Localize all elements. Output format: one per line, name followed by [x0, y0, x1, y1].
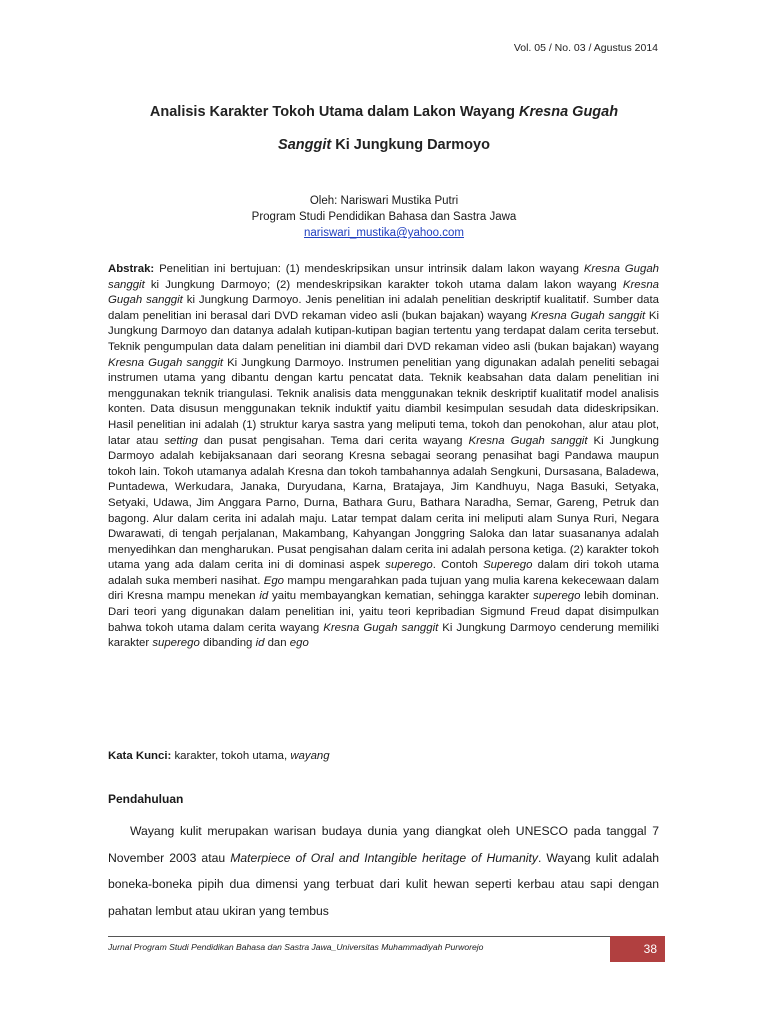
section-heading: Pendahuluan [108, 792, 184, 806]
abstract-text-segment: dibanding [199, 637, 256, 650]
keywords-italic: wayang [290, 750, 330, 762]
abstract-text-segment: superego [532, 590, 581, 603]
footer-divider [108, 936, 610, 937]
title-line-2-italic: Sanggit [278, 137, 332, 153]
abstract-text-segment: ki Jungkung Darmoyo; (2) mendeskripsikan karakter tokoh utama dalam lakon wayang [144, 278, 623, 291]
abstract-text-segment: dalam diri tokoh utama adalah suka memberi nasihat. [108, 559, 659, 587]
abstract-text-segment: yaitu membayangkan kematian, sehingga karakter [268, 590, 533, 603]
intro-text-segment: . Wayang kulit adalah boneka-boneka pipih dua dimensi yang terbuat dari kulit hewan seperti kerbau atau sapi dengan pahatan lembut atau ukiran yang tembus [108, 850, 660, 918]
abstract-text-segment: Ki Jungkung Darmoyo. Instrumen penelitian yang digunakan adalah peneliti sebagai instrumen utama yang dibantu dengan kartu pencatat data. Teknik keabsahan data dalam penelitian ini menggunakan teknik triangulasi. Teknik analisis data menggunakan teknik deskriptif kualitatif model analisis konten. Data disusun menggunakan teknik induktif yaitu diambil kesimpulan sesudah data dideskripsikan. Hasil penelitian ini adalah (1) struktur karya sastra yang meliputi tema, tokoh dan penokohan, alur atau plot, latar atau [108, 356, 659, 447]
footer-journal: Jurnal Program Studi Pendidikan Bahasa dan Sastra Jawa_Universitas Muhammadiyah Purworejo [108, 942, 484, 952]
abstract-text-segment: Kresna Gugah sanggit [323, 621, 439, 634]
abstract-text-segment: Kresna Gugah sanggit [468, 434, 588, 447]
abstract-text-segment: setting [164, 434, 198, 447]
abstract [108, 262, 659, 652]
abstract-text-segment: dan pusat pengisahan. Tema dari cerita wayang [197, 434, 469, 447]
author-email-line [108, 227, 660, 239]
author-name: Oleh: Nariswari Mustika Putri [309, 195, 459, 207]
title-line-2 [108, 137, 660, 153]
abstract-text-segment: Ego [263, 574, 285, 587]
abstract-text-segment: id [255, 637, 265, 650]
abstract-text-segment: Kresna Gugah sanggit [108, 263, 659, 291]
abstract-text-segment: Ki Jungkung Darmoyo dan datanya adalah kutipan-kutipan bagian tertentu yang terdapat dalam cerita tersebut. Teknik pengumpulan data dalam penelitian ini diambil dari DVD rekaman video asli (bukan bajakan) wayang [108, 309, 659, 353]
abstract-label: Abstrak: [108, 263, 155, 275]
title-line-1-italic: Kresna Gugah [518, 104, 619, 120]
abstract-text-segment: mampu mengarahkan pada tujuan yang mulia karena kekecewaan dalam diri Kresna mampu menekan [108, 574, 659, 603]
abstract-text-segment: . Contoh [432, 559, 484, 572]
abstract-text-segment: ki Jungkung Darmoyo. Jenis penelitian ini adalah penelitian deskriptif kualitatif. Sumber data dalam penelitian ini berasal dari DVD rekaman video asli (bukan bajakan) wayang [108, 294, 659, 322]
abstract-text-segment: Ki Jungkung Darmoyo cenderung memiliki karakter [108, 621, 659, 650]
abstract-text-segment: Ki Jungkung Darmoyo adalah kebijaksanaan dari seorang Kresna sebagai seorang penasihat bagi Pandawa maupun tokoh lain. Tokoh utamanya adalah Kresna dan tokoh tambahannya adalah Sengkuni, Dursasana, Baladewa, Puntadewa, Werkudara, Janaka, Duryudana, Karna, Bratajaya, Jim Kandhuyu, Naga Basuki, Setyaka, Setyaki, Udawa, Jim Anggara Parno, Durna, Bathara Guru, Bathara Naradha, Semar, Gareng, Petruk dan bagong. Alur dalam cerita ini adalah maju. Latar tempat dalam cerita ini meliputi alam Sunya Ruri, Negara Dwarawati, di tengah perjalanan, Makambang, Kahyangan Jonggring Saloka dan latar suasananya adalah menyedihkan dan mengharukan. Pusat pengisahan dalam cerita ini adalah persona ketiga. (2) karakter tokoh utama yang ada dalam cerita ini di dominasi aspek [108, 434, 659, 572]
keywords-label: Kata Kunci: [108, 750, 172, 762]
keywords [108, 750, 659, 762]
abstract-text-segment: lebih dominan. Dari teori yang digunakan dalam penelitian ini, yaitu teori kepribadian Sigmund Freud dapat disimpulkan bahwa tokoh utama dalam cerita wayang [108, 590, 659, 634]
title-line-1 [108, 104, 660, 120]
intro-text-segment: Wayang kulit merupakan warisan budaya dunia yang diangkat oleh UNESCO pada tanggal 7 November 2003 atau [108, 824, 659, 865]
keywords-text: karakter, tokoh utama, [171, 750, 291, 762]
abstract-text-segment: dan [264, 637, 290, 650]
abstract-text-segment: id [259, 590, 269, 603]
title-line-2-text: Ki Jungkung Darmoyo [331, 137, 490, 153]
intro-paragraph [108, 818, 659, 924]
abstract-text-segment: superego [152, 637, 200, 650]
page-number: 38 [610, 936, 665, 962]
volume-header: Vol. 05 / No. 03 / Agustus 2014 [513, 42, 658, 54]
abstract-text-segment: ego [289, 637, 309, 650]
abstract-text-segment: Kresna Gugah sanggit [530, 309, 646, 322]
abstract-text-segment: Kresna Gugah sanggit [108, 356, 224, 369]
abstract-text-segment: Superego [483, 559, 533, 572]
abstract-text-segment: superego [385, 559, 433, 572]
author-program: Program Studi Pendidikan Bahasa dan Sastra Jawa [251, 211, 517, 223]
author-email-link[interactable]: nariswari_mustika@yahoo.com [304, 227, 464, 239]
abstract-text-segment: Kresna Gugah sanggit [108, 278, 659, 307]
title-line-1-text: Analisis Karakter Tokoh Utama dalam Lakon Wayang [149, 104, 519, 120]
abstract-text-segment: Penelitian ini bertujuan: (1) mendeskripsikan unsur intrinsik dalam lakon wayang [154, 263, 584, 275]
intro-text-segment: Materpiece of Oral and Intangible heritage of Humanity [230, 850, 538, 865]
